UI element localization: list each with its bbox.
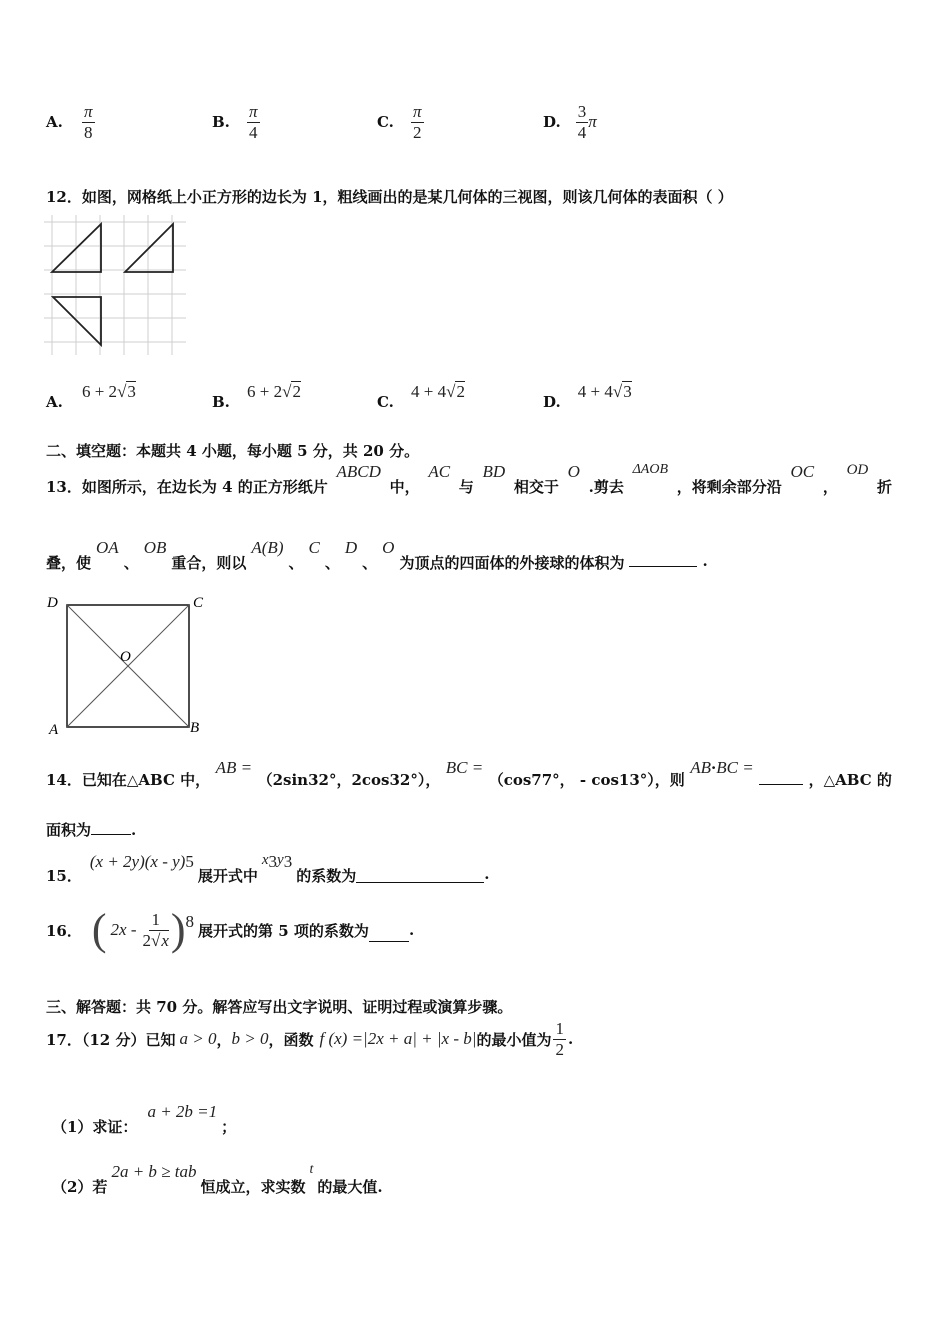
q13-line-1: 13．如图所示，在边长为 4 的正方形纸片 ABCD 中， AC 与 BD 相交于 O .剪去 ΔAOB ，将剩余部分沿 OC ， OD 折	[46, 462, 892, 496]
q12-stem: 12．如图，网格纸上小正方形的边长为 1，粗线画出的是某几何体的三视图，则该几何体的表面积（ ）	[46, 188, 733, 206]
q11-option-c	[377, 103, 424, 142]
q11-option-b	[212, 103, 260, 142]
fraction: $\frac{\pi}{2}$	[413, 102, 422, 142]
answer-blank[interactable]	[629, 538, 697, 567]
answer-blank[interactable]	[759, 758, 803, 785]
left-paren: (	[91, 905, 107, 954]
q15: 15． (x + 2y)(x - y) 5 展开式中 x 3 y 3 的系数为 .	[46, 852, 490, 885]
label-o: O	[120, 649, 131, 665]
q12-option-c: C. 4 + 4√2	[377, 382, 465, 411]
label-b: B	[190, 720, 200, 736]
option-label: B.	[212, 393, 230, 411]
answer-blank[interactable]	[369, 923, 409, 942]
q17-part-1: （1）求证： a + 2b =1 ；	[52, 1102, 237, 1136]
option-label: A.	[46, 393, 63, 411]
q13-line-2: 叠，使 OA 、 OB 重合，则以 A(B) 、 C 、 D 、 O 为顶点的四面体的外接球的体积为 .	[46, 538, 708, 572]
three-view-figure	[44, 215, 186, 355]
right-paren: )	[170, 905, 186, 954]
q14-line-2: 面积为 .	[46, 818, 136, 840]
label-d: D	[47, 595, 58, 611]
q14-line-1: 14．已知在△ABC 中， AB = （2sin32°，2cos32°）， BC = （cos77°， - cos13°），则 AB·BC = ，△ABC 的	[46, 758, 892, 789]
label-c: C	[193, 595, 204, 611]
fraction: $\frac{\pi}{8}$	[83, 102, 93, 142]
q12-option-b: B. 6 + 2√2	[212, 382, 301, 411]
section-3-heading: 三、解答题：共 70 分。解答应写出文字说明、证明过程或演算步骤。	[46, 998, 513, 1016]
option-label: D.	[543, 112, 561, 131]
fraction: $\frac{\pi}{4}$	[249, 102, 258, 142]
fraction: $\frac{1}{2√x}$	[142, 909, 169, 950]
option-label: A.	[46, 112, 63, 131]
label-a: A	[49, 722, 59, 738]
q12-option-d: D. 4 + 4√3	[543, 382, 632, 411]
q17-part-2: （2）若 2a + b ≥ tab 恒成立，求实数 t 的最大值.	[52, 1162, 383, 1196]
answer-blank[interactable]	[91, 818, 131, 835]
square-figure	[44, 592, 214, 738]
option-label: C.	[377, 393, 394, 411]
q11-option-a	[46, 103, 95, 142]
grid-lines	[44, 215, 186, 355]
side-view	[125, 224, 173, 272]
q16: 16． ( 2x - $\frac{1}{2√x}$ ) 8 展开式的第 5 项的系数为 .	[46, 905, 415, 954]
section-2-heading: 二、填空题：本题共 4 小题，每小题 5 分，共 20 分。	[46, 442, 420, 460]
q11-option-d: D. $\frac{3}{4}$ π	[543, 102, 597, 142]
q17-stem: 17．（12 分）已知 a > 0 ， b > 0 ，函数 f (x) =|2x + a| + |x - b| 的最小值为 $\frac{1}{2}$ .	[46, 1019, 574, 1059]
option-label: D.	[543, 393, 561, 411]
q12-option-a: A. 6 + 2√3	[46, 382, 136, 411]
fraction: $\frac{1}{2}$	[555, 1019, 564, 1059]
option-label: C.	[377, 112, 394, 131]
fraction: $\frac{3}{4}$	[577, 102, 587, 142]
answer-blank[interactable]	[356, 852, 484, 883]
top-view	[53, 297, 101, 345]
dot-operator: ·	[711, 759, 717, 777]
option-label: B.	[212, 112, 230, 131]
